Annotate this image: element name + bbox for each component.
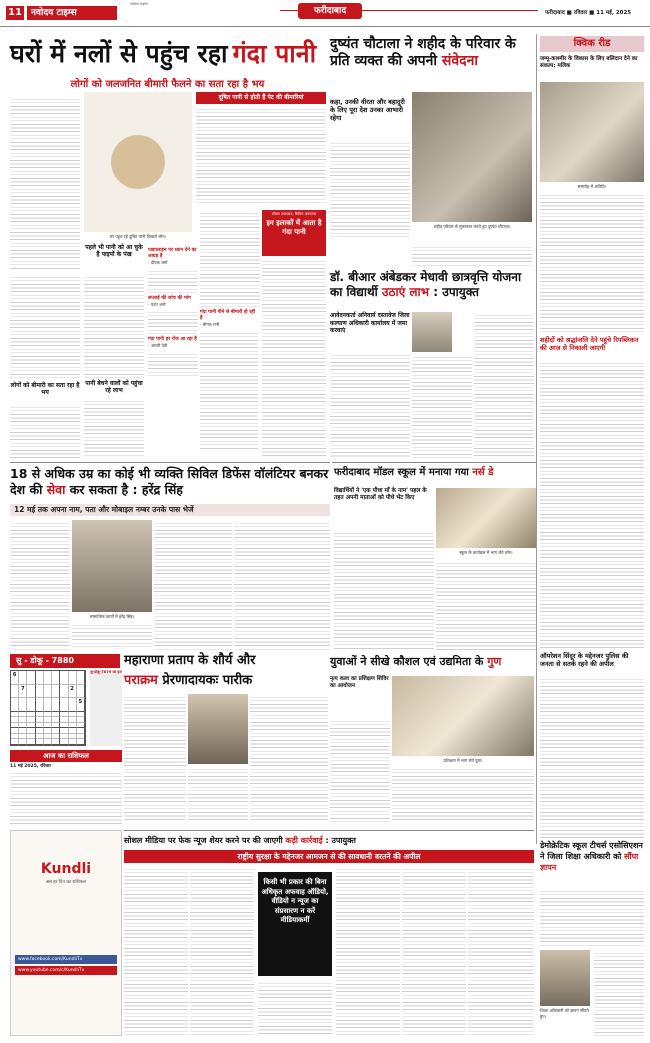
youth-photo [392, 676, 534, 756]
sudoku-answer-title: सु-डोकू-7879 का हल [90, 670, 122, 674]
quotes-column [148, 248, 198, 408]
sudoku-cell [77, 739, 85, 745]
social-col-5 [402, 866, 466, 1036]
youth-headline-a: युवाओं ने सीखे कौशल एवं उद्यमिता के [330, 655, 484, 668]
pratap-headline-c: प्रेरणादायकः पारीक [162, 673, 253, 688]
anchor [332, 444, 333, 445]
qr-item-1-caption: समारोह में अतिथि। [577, 184, 607, 189]
civil-col-2 [154, 520, 232, 650]
ambedkar-headline-tail: : उपायुक्त [433, 285, 479, 299]
civil-col-1 [10, 520, 70, 650]
nurses-kicker: विद्यार्थियों ने 'एक पौधा माँ के नाम' पहल के तहत अपनी माताओं को पौधे भेंट किए [334, 488, 427, 501]
side-a [84, 244, 144, 272]
social-col-1 [124, 866, 188, 1036]
sudoku-answer [90, 670, 122, 746]
social-headline-accent: कड़ी कार्रवाई [285, 836, 323, 845]
qr-item-3: ऑपरेशन सिंदूर के मद्देनजर पुलिस की जनता से सतर्क रहने की अपील [540, 652, 629, 668]
ambedkar-col-2 [412, 354, 472, 458]
civil-headline-a: 18 से अधिक उम्र का कोई भी व्यक्ति सिविल डिफेंस वॉलंटियर बनकर देश की [10, 466, 329, 497]
teachers-headline-b: जिला शिक्षा अधिकारी को [547, 852, 622, 861]
teachers-photo [540, 950, 590, 1006]
sudoku-cell [19, 739, 27, 745]
social-col-3 [258, 980, 332, 1036]
sudoku-cell [19, 698, 27, 712]
social-headline-a: सोशल मीडिया पर फेक न्यूज शेयर करने पर की जाएगी [124, 836, 283, 845]
sudoku-cell [36, 739, 44, 745]
civil-subhead: 12 मई तक अपना नाम, पता और मोबाइल नम्बर उनके पास भेजें [10, 504, 330, 516]
page-number: 11 [6, 6, 24, 20]
qr-item-2: शहीदों को श्रद्धांजलि देने पहुंचे रिपब्लिकन की आज से निकाली जाएगी [540, 336, 639, 352]
teachers-headline-accent: सौंपा ज्ञापन [540, 852, 639, 872]
social-box: किसी भी प्रकार की बिना अधिकृत अफवाह ऑडियो, वीडियो न न्यूज का संप्रसारण न करें मीडियाकर्मी [258, 872, 332, 976]
nurses-col-2 [436, 560, 536, 650]
lead-subhead: लोगों को जलजनित बीमारी फैलने का सता रहा है भय [70, 79, 265, 90]
lead-col-1-text [10, 96, 80, 271]
teachers-col-2 [594, 950, 644, 1036]
quote-2-text [148, 309, 198, 335]
dushyant-photo [412, 92, 532, 222]
brand-name: नवोदय टाइम्स [27, 6, 117, 20]
city-tag: फरीदाबाद [298, 3, 362, 19]
lead-col-4 [200, 210, 260, 308]
column-rule [536, 34, 537, 844]
kicker-text: नवोदय टाइम्स [130, 2, 148, 6]
dushyant-headline [330, 36, 530, 90]
civil-headline-b: कर सकता है : हरेंद्र सिंह [69, 482, 183, 497]
social-headline [124, 834, 534, 848]
sudoku-cell [19, 671, 27, 685]
areas-box [262, 210, 326, 256]
civil-col-4 [72, 622, 152, 650]
social-subhead: राष्ट्रीय सुरक्षा के मद्देनजर आमजन से की सावधानी बरतने की अपील [124, 850, 534, 863]
quote-1: पाइपलाइन पर ध्यान देने का आग्रह है [148, 248, 197, 259]
quote-3: गंदा पानी हर रोज आ रहा है [148, 337, 197, 343]
pratap-col-1 [124, 694, 186, 820]
sudoku-cells [11, 671, 85, 745]
lead-col-1b [10, 274, 80, 378]
sudoku-cell [11, 698, 19, 712]
dushyant-caption: शहीद परिवार से मुलाकात करते हुए दुष्यंत चौटाला। [433, 224, 511, 229]
youth-col-2 [392, 766, 534, 822]
pratap-headline [124, 672, 324, 690]
quote-4: गंदा पानी पीने से बीमारी हो रही है [200, 310, 256, 321]
dushyant-photo-block [412, 92, 532, 240]
quick-read-title: क्विक रीड [540, 36, 644, 52]
side-c-text [10, 404, 80, 458]
sudoku-grid [10, 670, 86, 746]
quote-1-by: - दीपक शर्मा [148, 260, 168, 265]
sudoku-cell [44, 671, 52, 685]
teachers-caption: शिक्षा अधिकारी को ज्ञापन सौंपते हुए। [540, 1008, 589, 1019]
box-byline: डॉक्टर उपाध्याय, सिविल अस्पताल [271, 212, 317, 216]
ambedkar-col-1 [330, 352, 410, 458]
lead-photo [84, 92, 192, 242]
dushyant-headline-accent: संवेदना [441, 53, 478, 69]
qr-text-3 [540, 676, 644, 838]
ad-tagline: अब हर दिन का राशिफल [45, 880, 87, 885]
sudoku-cell [69, 698, 77, 712]
ad-youtube: www.youtube.com/c/KundliTv [15, 966, 117, 975]
lead-photo-caption: घर पहुंच रहे दूषित पानी दिखाते लोग। [109, 234, 167, 239]
box-headline: इन इलाकों में आता है गंदा पानी [266, 219, 322, 236]
civil-photo [72, 520, 152, 612]
sudoku-cell [60, 698, 68, 712]
sudoku-cell [36, 685, 44, 699]
divider [0, 26, 650, 27]
lead-headline-a: घरों में नलों से पहुंच रहा [10, 39, 228, 68]
sudoku-cell [69, 739, 77, 745]
lead-col-1 [10, 96, 80, 271]
sudoku-cell: 5 [77, 698, 85, 712]
pratap-headline-a: महाराणा प्रताप के शौर्य और [124, 653, 256, 668]
sudoku-cell [44, 739, 52, 745]
sudoku-cell [27, 671, 35, 685]
box-text [196, 106, 326, 206]
lead-col-5 [262, 258, 326, 458]
advisory-headline [436, 588, 536, 600]
sudoku-cell [52, 739, 60, 745]
sudoku-cell [60, 739, 68, 745]
sudoku-cell [60, 685, 68, 699]
civil-caption: सामाजिक कार्यों में हरेंद्र सिंह। [89, 614, 135, 619]
dushyant-kicker: कहा, उनकी वीरता और बहादुरी के लिए पूरा देश उनका आभारी रहेगा [330, 98, 405, 122]
sudoku-cell [27, 739, 35, 745]
side-b-title: पानी बेचने वालों को पहुंचा रहे लाभ [85, 380, 143, 394]
social-col-6 [468, 866, 534, 1036]
sudoku-cell [60, 671, 68, 685]
ad-brand: Kundli [40, 861, 92, 877]
ambedkar-col-3 [474, 312, 534, 458]
side-a-title: पहले भी पानी को आ चुके हैं पाइपों के पंख [85, 244, 143, 258]
sudoku-cell [11, 685, 19, 699]
quote-4-text [200, 330, 258, 450]
lead-headline [10, 36, 325, 72]
qr-photo-1 [540, 82, 644, 182]
rashifal-text [10, 770, 122, 826]
dushyant-col-1 [330, 140, 410, 240]
social-headline-b: : उपायुक्त [325, 836, 356, 845]
pratap-col-2 [188, 766, 248, 820]
youth-kicker: नृत्य कला का प्रशिक्षण शिविर का आयोजन [330, 676, 389, 689]
qr-item-1: जम्मू-काश्मीर के विकास के लिए बलिदान देने का संकल्प: मलिक [540, 56, 638, 69]
ad-facebook: www.facebook.com/KundliTv [15, 955, 117, 964]
pratap-headline-b: पराक्रम [124, 673, 158, 688]
sudoku-cell [36, 671, 44, 685]
social-col-4 [336, 866, 400, 1036]
sudoku-cell [77, 671, 85, 685]
sudoku-cell: 7 [19, 685, 27, 699]
rashifal-title: आज का राशिफल [10, 750, 122, 762]
nurses-headline [334, 466, 534, 482]
sudoku-cell [27, 698, 35, 712]
side-b-text [84, 398, 144, 458]
youth-caption: प्रशिक्षण में भाग लेते युवा। [443, 758, 483, 763]
quote-2-by: - पवन शर्मा [148, 301, 166, 307]
youth-headline [330, 654, 534, 672]
social-col-2 [190, 866, 254, 1036]
water-glass-photo [84, 92, 192, 232]
dushyant-headline-text: दुष्यंत चौटाला ने शहीद के परिवार के प्रति व्यक्त की अपनी [330, 36, 516, 69]
civil-col-3 [234, 520, 330, 650]
qr-text-1 [540, 192, 644, 332]
sudoku-cell [52, 671, 60, 685]
divider [10, 462, 330, 463]
date-line: फरीदाबाद ■ रविवार ■ 11 मई, 2025 [545, 10, 632, 16]
lead-headline-b: गंदा पानी [232, 39, 317, 68]
kundli-ad [10, 830, 122, 1036]
qr-text-2 [540, 360, 644, 650]
nurses-headline-a: फरीदाबाद मॉडल स्कूल में मनाया गया [334, 467, 469, 478]
civil-headline [10, 466, 330, 502]
sudoku-cell [27, 685, 35, 699]
ambedkar-headline-text: डॉ. बीआर अंबेडकर मेधावी छात्रवृत्ति योजना का विद्यार्थी [330, 270, 522, 299]
teachers-col-1 [540, 888, 644, 948]
side-c-title: लोगों को बीमारी का सता रहा है भय [10, 382, 80, 396]
quote-2: सप्लाई की जांच की मांग [148, 295, 191, 301]
nurses-caption: स्कूल के कार्यक्रम में भाग लेते लोग। [459, 550, 513, 555]
rashifal-date: 11 मई 2025, रविवार [10, 764, 52, 769]
sudoku-cell [77, 685, 85, 699]
quote-1-text [148, 268, 198, 294]
divider [332, 462, 536, 463]
sudoku-cell [44, 698, 52, 712]
masthead [0, 0, 650, 34]
sudoku-cell [11, 739, 19, 745]
nurses-headline-accent: नर्स डे [472, 467, 494, 478]
sudoku-cell [52, 698, 60, 712]
quotes-column-2 [200, 310, 258, 460]
teachers-headline [540, 840, 644, 884]
ambedkar-headline-accent: उठाएं लाभ [381, 285, 430, 299]
quote-3-by: - आरती देवी [148, 343, 168, 349]
ambedkar-kicker: आवेदनकर्ता अनिवार्य दस्तावेज जिला कल्याण अधिकारी कार्यालय में जमा करवाएं [330, 312, 410, 334]
quote-3-text [148, 351, 198, 377]
sudoku-cell [52, 685, 60, 699]
sudoku-cell: 6 [11, 671, 19, 685]
ambedkar-headline [330, 270, 535, 306]
civil-headline-accent: सेवा [46, 482, 66, 497]
box-title: दूषित पानी से होती हैं पेट की बीमारियां [196, 92, 326, 104]
sudoku-cell [69, 671, 77, 685]
ambedkar-portrait [412, 312, 452, 352]
sudoku-cell: 2 [69, 685, 77, 699]
nurses-photo [436, 488, 536, 548]
dushyant-col-2 [412, 244, 532, 268]
teachers-headline-a: डेमोक्रेटिक स्कूल टीचर्स एसोसिएशन ने [540, 841, 643, 861]
side-a-text [84, 274, 144, 378]
sudoku-cell [36, 698, 44, 712]
divider [124, 830, 534, 831]
nurses-col-1 [334, 530, 434, 650]
pratap-col-3 [250, 694, 328, 820]
quote-4-by: - मीनल रानी [200, 322, 220, 327]
pratap-photo [188, 694, 248, 764]
youth-col-1 [330, 718, 390, 822]
youth-headline-accent: गुण [487, 655, 502, 668]
sudoku-title: सु - डोकू - 7880 [10, 654, 120, 668]
sudoku-cell [44, 685, 52, 699]
